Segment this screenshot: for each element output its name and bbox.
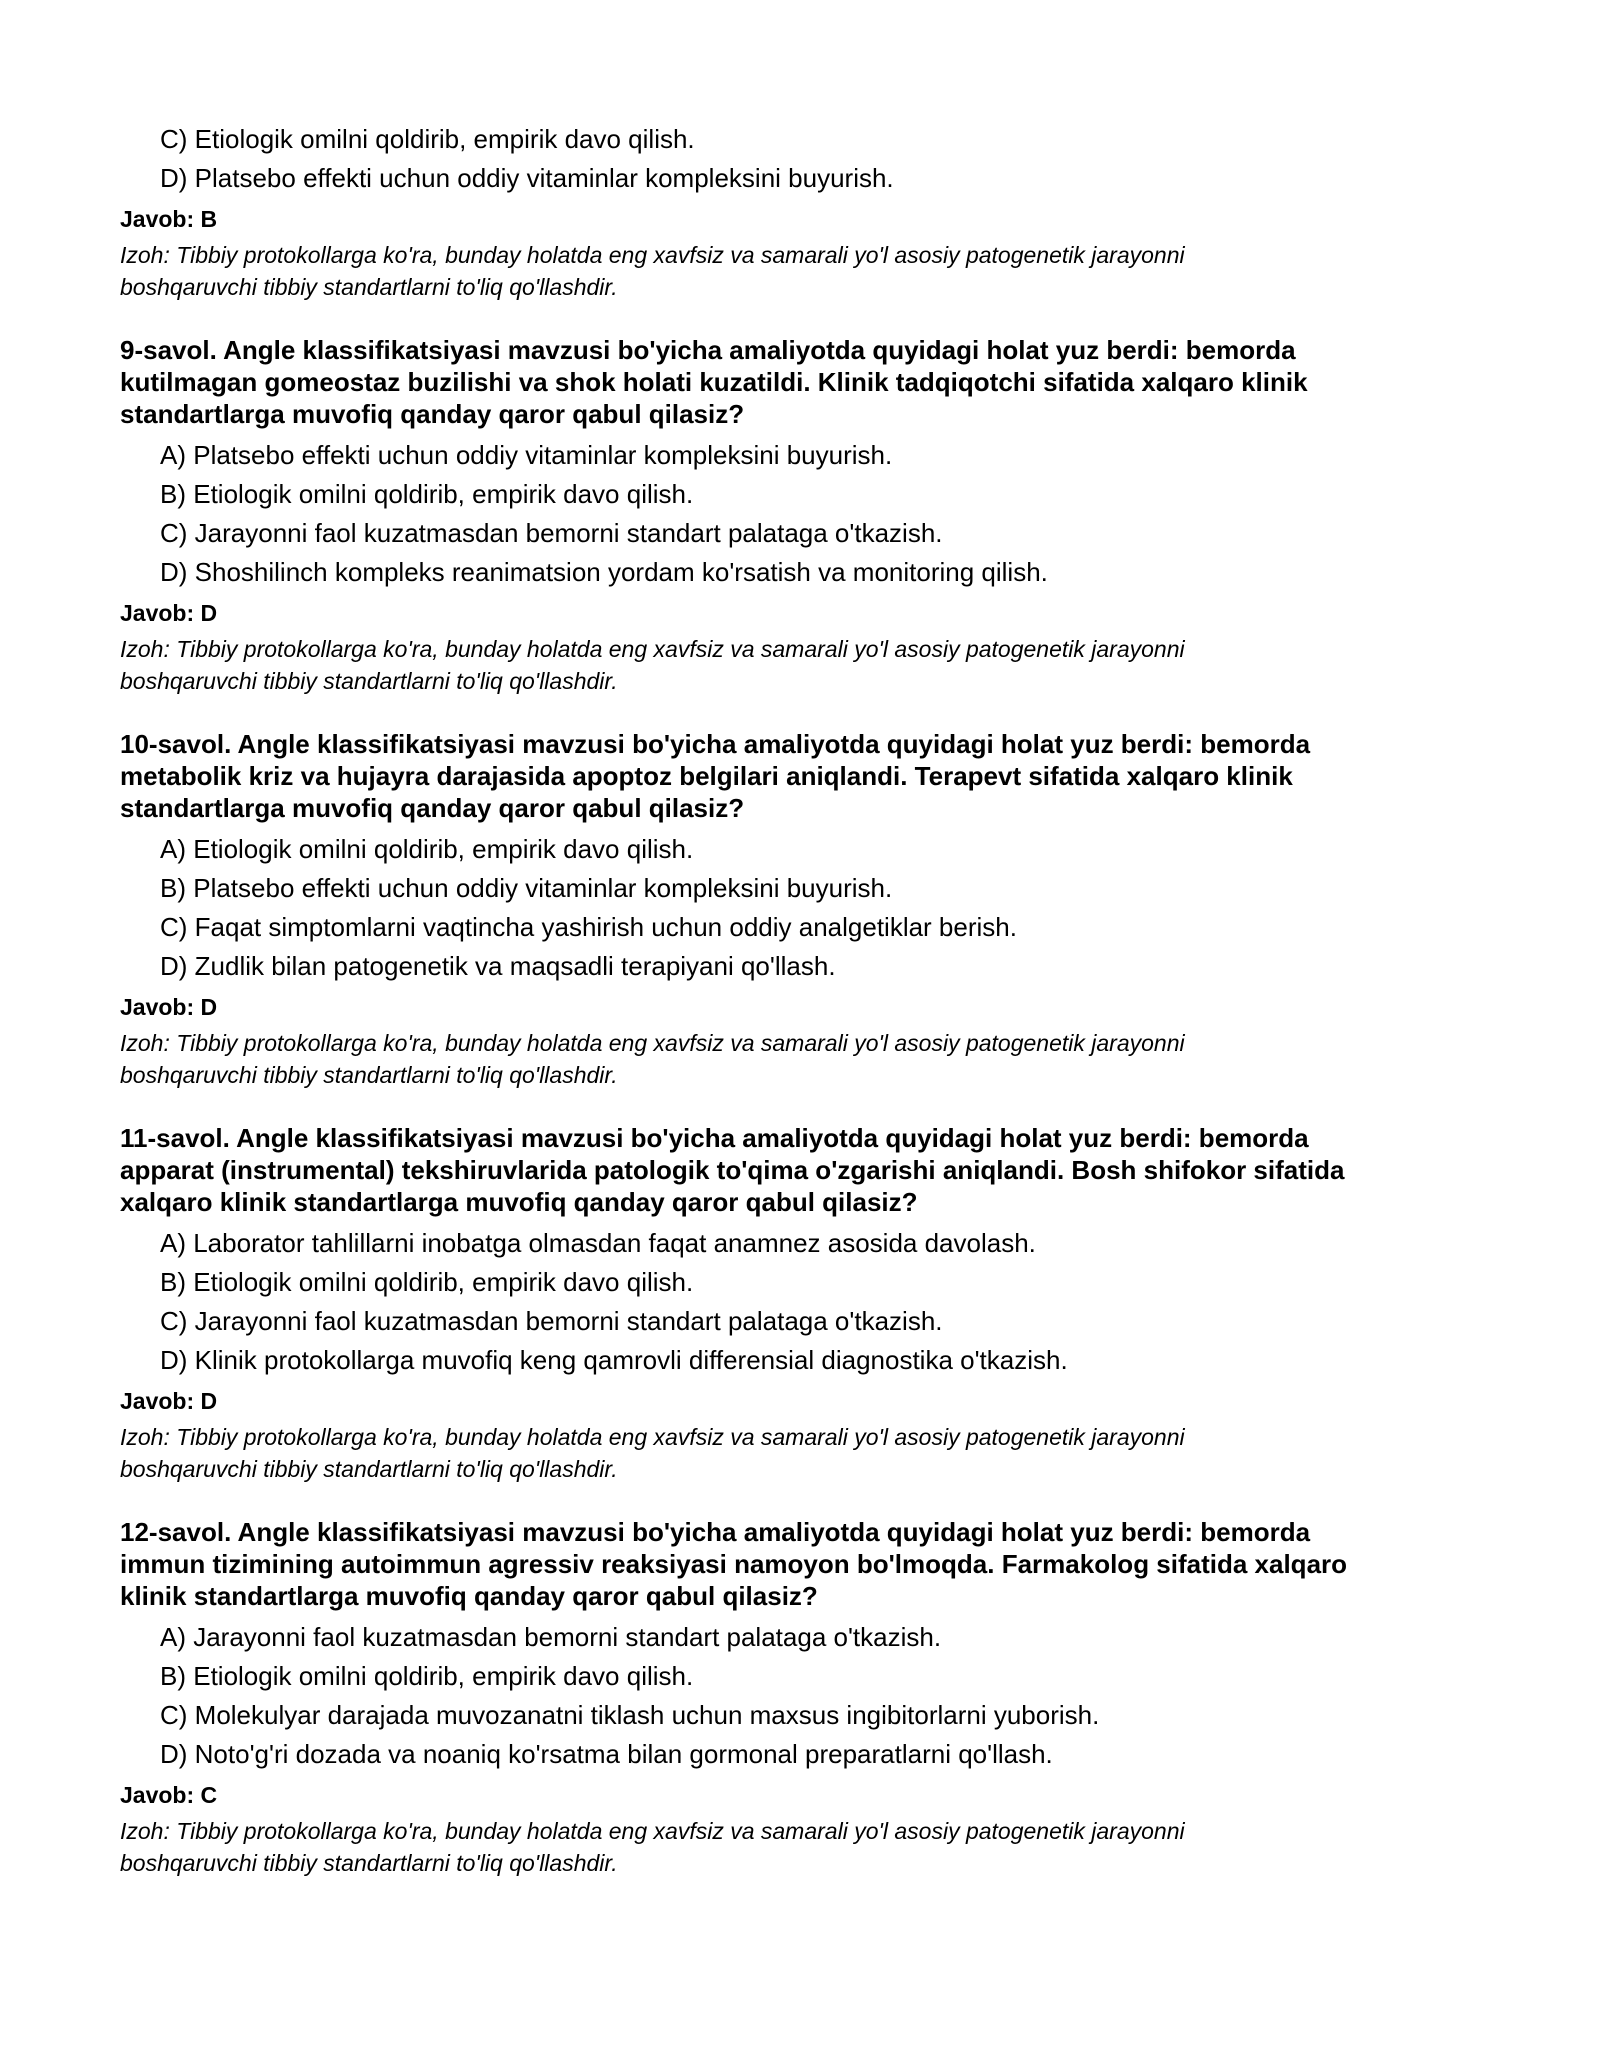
option-c: C) Molekulyar darajada muvozanatni tiklash uchun maxsus ingibitorlarni yuborish. (160, 1700, 1100, 1730)
option-list (120, 436, 1500, 592)
option-d: D) Platsebo effekti uchun oddiy vitaminlar kompleksini buyurish. (160, 163, 894, 193)
option-c: C) Jarayonni faol kuzatmasdan bemorni standart palataga o'tkazish. (160, 518, 943, 548)
option-list (120, 1224, 1500, 1380)
explanation-line: Izoh: Tibbiy protokollarga ko'ra, bunday holatda eng xavfsiz va samarali yo'l asosiy patogenetik jarayonni (120, 1424, 1185, 1450)
question-text (120, 334, 1500, 430)
option-list (120, 1618, 1500, 1774)
document-page (120, 120, 1500, 1879)
question-line: metabolik kriz va hujayra darajasida apoptoz belgilari aniqlandi. Terapevt sifatida xalqaro klinik (120, 761, 1293, 791)
explanation-line: boshqaruvchi tibbiy standartlarni to'liq qo'llashdir. (120, 668, 618, 694)
option-d: D) Zudlik bilan patogenetik va maqsadli terapiyani qo'llash. (160, 951, 836, 981)
question-11 (120, 1122, 1500, 1485)
question-line: klinik standartlarga muvofiq qanday qaror qabul qilasiz? (120, 1581, 818, 1611)
option-b: B) Platsebo effekti uchun oddiy vitaminlar kompleksini buyurish. (160, 873, 893, 903)
option-list (120, 120, 1500, 198)
explanation-note (120, 1421, 1500, 1485)
option-a: A) Platsebo effekti uchun oddiy vitaminlar kompleksini buyurish. (160, 440, 893, 470)
explanation-line: boshqaruvchi tibbiy standartlarni to'liq qo'llashdir. (120, 1062, 618, 1088)
question-text (120, 728, 1500, 824)
question-line: kutilmagan gomeostaz buzilishi va shok holati kuzatildi. Klinik tadqiqotchi sifatida xalqaro klinik (120, 367, 1308, 397)
question-9 (120, 334, 1500, 697)
question-line: 11-savol. Angle klassifikatsiyasi mavzusi bo'yicha amaliyotda quyidagi holat yuz berdi: bemorda (120, 1123, 1309, 1153)
option-a: A) Etiologik omilni qoldirib, empirik davo qilish. (160, 834, 694, 864)
question-line: standartlarga muvofiq qanday qaror qabul qilasiz? (120, 793, 745, 823)
explanation-line: boshqaruvchi tibbiy standartlarni to'liq qo'llashdir. (120, 1456, 618, 1482)
answer: Javob: B (120, 206, 218, 232)
question-line: 12-savol. Angle klassifikatsiyasi mavzusi bo'yicha amaliyotda quyidagi holat yuz berdi: bemorda (120, 1517, 1311, 1547)
option-c: C) Faqat simptomlarni vaqtincha yashirish uchun oddiy analgetiklar berish. (160, 912, 1017, 942)
question-line: 10-savol. Angle klassifikatsiyasi mavzusi bo'yicha amaliyotda quyidagi holat yuz berdi: bemorda (120, 729, 1311, 759)
option-b: B) Etiologik omilni qoldirib, empirik davo qilish. (160, 1661, 694, 1691)
question-text (120, 1122, 1500, 1218)
question-12 (120, 1516, 1500, 1879)
question-10 (120, 728, 1500, 1091)
explanation-note (120, 239, 1500, 303)
explanation-line: Izoh: Tibbiy protokollarga ko'ra, bunday holatda eng xavfsiz va samarali yo'l asosiy patogenetik jarayonni (120, 636, 1185, 662)
answer: Javob: D (120, 1388, 218, 1414)
explanation-line: Izoh: Tibbiy protokollarga ko'ra, bunday holatda eng xavfsiz va samarali yo'l asosiy patogenetik jarayonni (120, 1030, 1185, 1056)
question-8-tail (120, 120, 1500, 303)
option-list (120, 830, 1500, 986)
question-line: standartlarga muvofiq qanday qaror qabul qilasiz? (120, 399, 745, 429)
explanation-note (120, 633, 1500, 697)
answer: Javob: D (120, 994, 218, 1020)
question-line: immun tizimining autoimmun agressiv reaksiyasi namoyon bo'lmoqda. Farmakolog sifatida xalqaro (120, 1549, 1348, 1579)
option-d: D) Noto'g'ri dozada va noaniq ko'rsatma bilan gormonal preparatlarni qo'llash. (160, 1739, 1053, 1769)
question-text (120, 1516, 1500, 1612)
question-line: xalqaro klinik standartlarga muvofiq qanday qaror qabul qilasiz? (120, 1187, 918, 1217)
option-a: A) Jarayonni faol kuzatmasdan bemorni standart palataga o'tkazish. (160, 1622, 942, 1652)
option-d: D) Klinik protokollarga muvofiq keng qamrovli differensial diagnostika o'tkazish. (160, 1345, 1068, 1375)
option-a: A) Laborator tahlillarni inobatga olmasdan faqat anamnez asosida davolash. (160, 1228, 1036, 1258)
option-c: C) Etiologik omilni qoldirib, empirik davo qilish. (160, 124, 695, 154)
explanation-line: boshqaruvchi tibbiy standartlarni to'liq qo'llashdir. (120, 1850, 618, 1876)
answer: Javob: C (120, 1782, 218, 1808)
option-b: B) Etiologik omilni qoldirib, empirik davo qilish. (160, 479, 694, 509)
explanation-note (120, 1027, 1500, 1091)
option-b: B) Etiologik omilni qoldirib, empirik davo qilish. (160, 1267, 694, 1297)
explanation-note (120, 1815, 1500, 1879)
answer: Javob: D (120, 600, 218, 626)
explanation-line: Izoh: Tibbiy protokollarga ko'ra, bunday holatda eng xavfsiz va samarali yo'l asosiy patogenetik jarayonni (120, 1818, 1185, 1844)
explanation-line: boshqaruvchi tibbiy standartlarni to'liq qo'llashdir. (120, 274, 618, 300)
option-c: C) Jarayonni faol kuzatmasdan bemorni standart palataga o'tkazish. (160, 1306, 943, 1336)
question-line: apparat (instrumental) tekshiruvlarida patologik to'qima o'zgarishi aniqlandi. Bosh shifokor sifatida (120, 1155, 1345, 1185)
question-line: 9-savol. Angle klassifikatsiyasi mavzusi bo'yicha amaliyotda quyidagi holat yuz berdi: bemorda (120, 335, 1296, 365)
explanation-line: Izoh: Tibbiy protokollarga ko'ra, bunday holatda eng xavfsiz va samarali yo'l asosiy patogenetik jarayonni (120, 242, 1185, 268)
option-d: D) Shoshilinch kompleks reanimatsion yordam ko'rsatish va monitoring qilish. (160, 557, 1048, 587)
